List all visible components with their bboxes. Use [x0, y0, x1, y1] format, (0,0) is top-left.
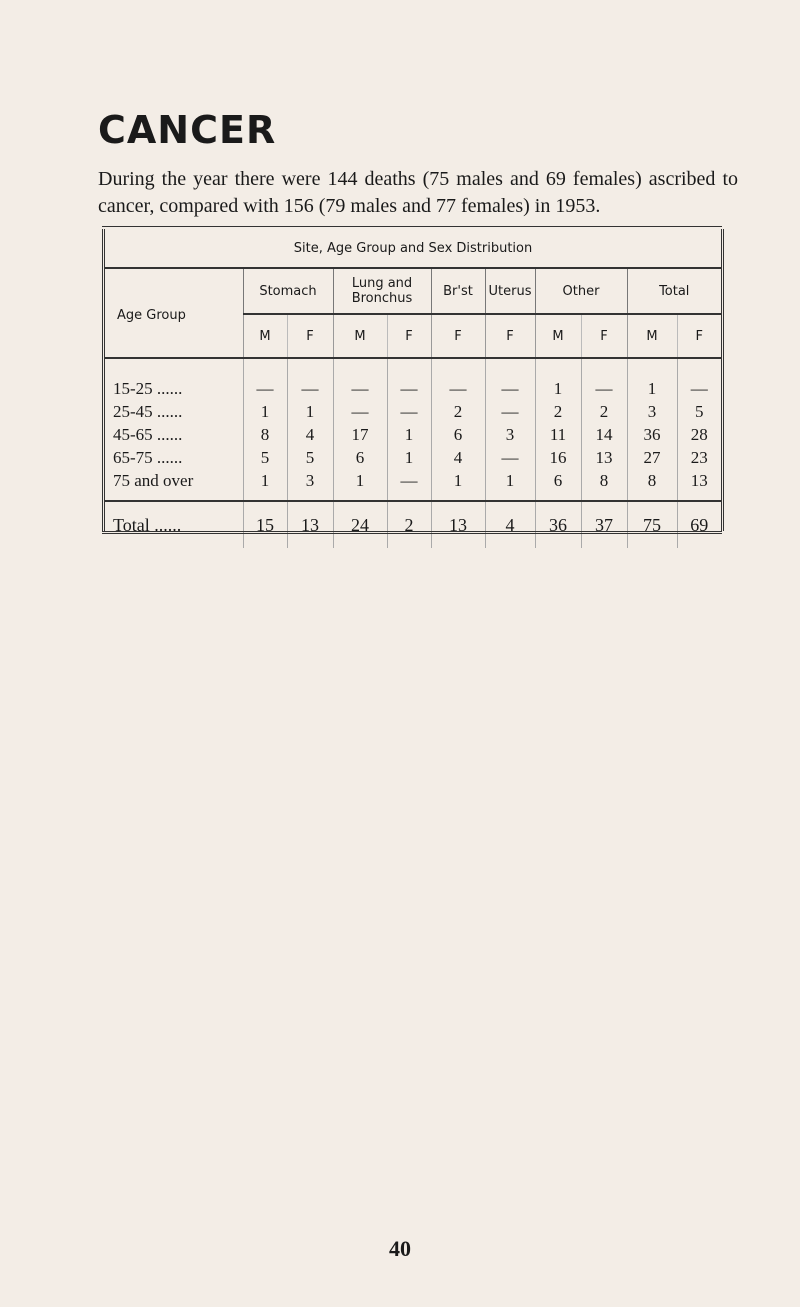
total-cell: 37 [581, 501, 627, 548]
value-cell: 5 [243, 446, 287, 469]
value-cell: 2 [431, 400, 485, 423]
sex-header: F [485, 314, 535, 358]
total-cell: 75 [627, 501, 677, 548]
value-cell: 28 [677, 423, 721, 446]
group-header-stomach: Stomach [243, 268, 333, 314]
value-cell: 1 [387, 423, 431, 446]
sex-header: M [243, 314, 287, 358]
value-cell: 3 [485, 423, 535, 446]
value-cell: — [485, 400, 535, 423]
value-cell: 8 [581, 469, 627, 501]
value-cell: 27 [627, 446, 677, 469]
page-number: 40 [389, 1236, 411, 1261]
age-cell: 15-25 ...... [113, 378, 183, 398]
value-cell: 16 [535, 446, 581, 469]
value-cell: 6 [333, 446, 387, 469]
value-cell: — [387, 358, 431, 400]
value-cell: 1 [485, 469, 535, 501]
group-header-breast: Br'st [431, 268, 485, 314]
table-row [105, 469, 721, 501]
value-cell: 1 [243, 400, 287, 423]
value-cell: — [677, 358, 721, 400]
value-cell: 1 [431, 469, 485, 501]
value-cell: 14 [581, 423, 627, 446]
table-row [105, 446, 721, 469]
cancer-table-frame [102, 229, 724, 535]
value-cell: 3 [287, 469, 333, 501]
value-cell: — [431, 358, 485, 400]
value-cell: 4 [287, 423, 333, 446]
value-cell: 1 [627, 358, 677, 400]
value-cell: — [287, 358, 333, 400]
sex-header: F [287, 314, 333, 358]
value-cell: — [387, 400, 431, 423]
value-cell: 6 [535, 469, 581, 501]
sex-header: M [333, 314, 387, 358]
value-cell: — [581, 358, 627, 400]
sex-header: F [431, 314, 485, 358]
value-cell: 1 [333, 469, 387, 501]
value-cell: 3 [627, 400, 677, 423]
sex-header: F [387, 314, 431, 358]
age-cell: 65-75 ...... [113, 447, 183, 467]
group-header-lung-bronchus: Lung and Bronchus [333, 268, 431, 314]
table-row [105, 423, 721, 446]
cancer-distribution-table [105, 229, 721, 548]
value-cell: 1 [387, 446, 431, 469]
group-header-other: Other [535, 268, 627, 314]
age-group-header: Age Group [105, 268, 243, 358]
value-cell: 23 [677, 446, 721, 469]
value-cell: 13 [677, 469, 721, 501]
total-cell: 4 [485, 501, 535, 548]
sex-header: M [627, 314, 677, 358]
value-cell: 8 [243, 423, 287, 446]
table-top-rule [102, 226, 722, 227]
value-cell: — [485, 446, 535, 469]
value-cell: 36 [627, 423, 677, 446]
group-header-total: Total [627, 268, 721, 314]
value-cell: 8 [627, 469, 677, 501]
table-caption: Site, Age Group and Sex Distribution [105, 229, 721, 268]
value-cell: 2 [535, 400, 581, 423]
value-cell: 6 [431, 423, 485, 446]
total-label: Total ...... [105, 501, 243, 548]
value-cell: 5 [677, 400, 721, 423]
intro-paragraph: During the year there were 144 deaths (75 males and 69 females) ascribed to cancer, compared with 156 (79 males and 77 females) in 1953. [98, 168, 738, 217]
total-cell: 36 [535, 501, 581, 548]
total-cell: 69 [677, 501, 721, 548]
total-cell: 2 [387, 501, 431, 548]
value-cell: 1 [535, 358, 581, 400]
group-header-uterus: Uterus [485, 268, 535, 314]
value-cell: 17 [333, 423, 387, 446]
page-title: CANCER [98, 108, 277, 152]
sex-header: M [535, 314, 581, 358]
value-cell: 4 [431, 446, 485, 469]
value-cell: — [333, 400, 387, 423]
sex-header: F [677, 314, 721, 358]
value-cell: 13 [581, 446, 627, 469]
value-cell: — [333, 358, 387, 400]
age-cell: 75 and over [113, 470, 194, 490]
value-cell: — [485, 358, 535, 400]
value-cell: 5 [287, 446, 333, 469]
table-row [105, 358, 721, 400]
total-cell: 24 [333, 501, 387, 548]
value-cell: 11 [535, 423, 581, 446]
value-cell: 1 [243, 469, 287, 501]
table-row [105, 400, 721, 423]
age-cell: 25-45 ...... [113, 401, 183, 421]
total-cell: 13 [431, 501, 485, 548]
value-cell: — [387, 469, 431, 501]
sex-header: F [581, 314, 627, 358]
total-row [105, 501, 721, 548]
total-cell: 15 [243, 501, 287, 548]
value-cell: — [243, 358, 287, 400]
age-cell: 45-65 ...... [113, 424, 183, 444]
value-cell: 1 [287, 400, 333, 423]
value-cell: 2 [581, 400, 627, 423]
total-cell: 13 [287, 501, 333, 548]
table-bottom-rule [102, 531, 722, 534]
